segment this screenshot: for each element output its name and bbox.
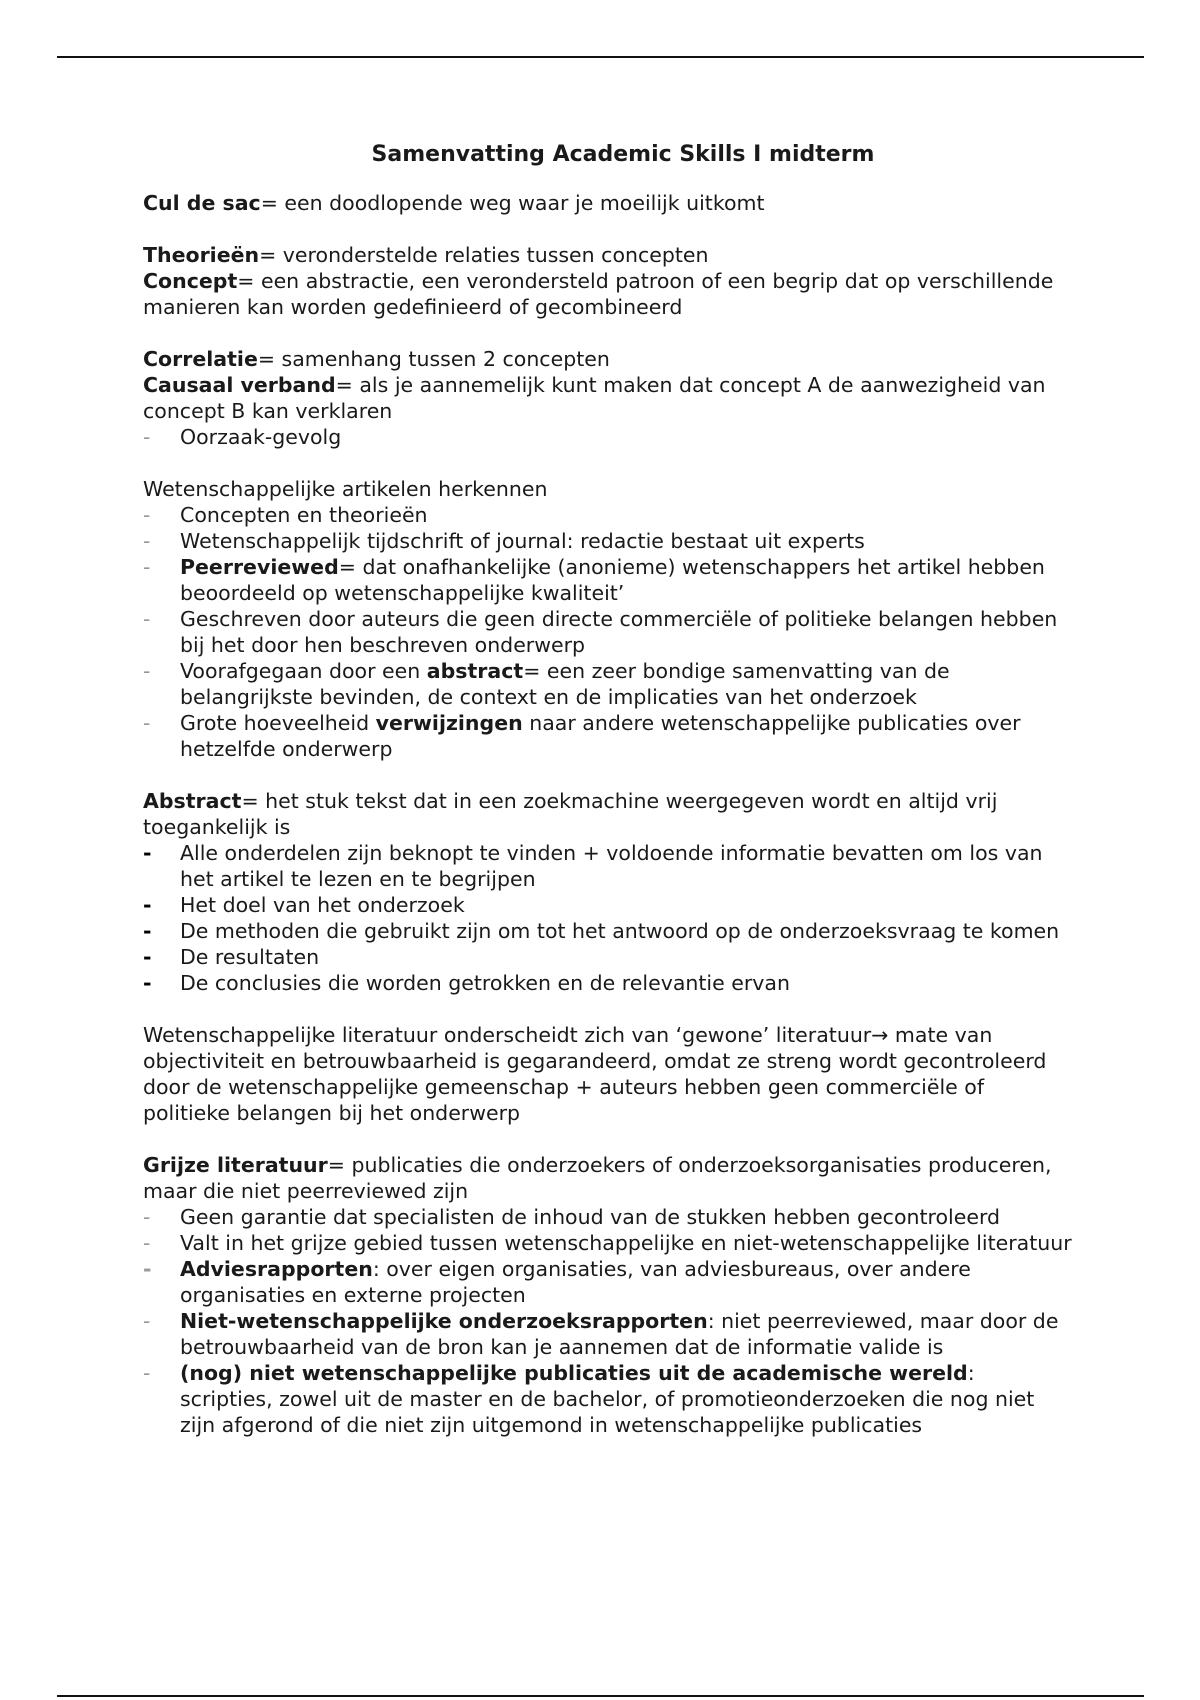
list-item: - Voorafgegaan door een abstract= een zeer bondige samenvatting van de belangrijkste bevinden, de context en de implicaties van het onderzoek bbox=[143, 659, 950, 709]
artikel-kenmerken-list bbox=[143, 502, 1073, 762]
term: Theorieën bbox=[143, 243, 260, 267]
definition: = als je aannemelijk kunt maken dat concept A de aanwezigheid van concept B kan verklaren bbox=[143, 373, 1046, 423]
definition-grijze-literatuur bbox=[143, 1152, 1073, 1204]
list-item: - De conclusies die worden getrokken en de relevantie ervan bbox=[143, 971, 790, 995]
list-item: - Het doel van het onderzoek bbox=[143, 893, 465, 917]
bullet-marker: - bbox=[143, 945, 152, 969]
bullet-marker: - bbox=[143, 1205, 151, 1229]
paragraph-wetenschappelijke-literatuur: Wetenschappelijke literatuur onderscheidt zich van ‘gewone’ literatuur→ mate van objectiviteit en betrouwbaarheid is gegarandeerd, omdat ze streng wordt gecontroleerd door de wetenschappelijke gemeenschap + auteurs hebben geen commerciële of politieke belangen bij het onderwerp bbox=[143, 1023, 1047, 1125]
definition-correlatie bbox=[143, 346, 1073, 372]
list-item: - Adviesrapporten: over eigen organisaties, van adviesbureaus, over andere organisaties en externe projecten bbox=[143, 1257, 971, 1307]
list-item: - Valt in het grijze gebied tussen wetenschappelijke en niet-wetenschappelijke literatuur bbox=[143, 1231, 1072, 1255]
list-item: - Concepten en theorieën bbox=[143, 503, 428, 527]
causaal-list bbox=[143, 424, 1073, 450]
definition-cul-de-sac bbox=[143, 190, 1073, 216]
list-item: - Geschreven door auteurs die geen directe commerciële of politieke belangen hebben bij het door hen beschreven onderwerp bbox=[143, 607, 1058, 657]
list-item: - De resultaten bbox=[143, 945, 320, 969]
definition: = een abstractie, een verondersteld patroon of een begrip dat op verschillende manieren kan worden gedefinieerd of gecombineerd bbox=[143, 269, 1054, 319]
list-item: - (nog) niet wetenschappelijke publicaties uit de academische wereld: scripties, zowel uit de master en de bachelor, of promotieonderzoeken die nog niet zijn afgerond of die niet zijn uitgemond in wetenschappelijke publicaties bbox=[143, 1361, 1035, 1437]
bullet-marker: - bbox=[143, 1257, 152, 1281]
bullet-marker: - bbox=[143, 893, 152, 917]
definition: = publicaties die onderzoekers of onderzoeksorganisaties produceren, maar die niet peerreviewed zijn bbox=[143, 1153, 1052, 1203]
bullet-marker: - bbox=[143, 1309, 151, 1333]
bullet-marker: - bbox=[143, 659, 151, 683]
bullet-marker: - bbox=[143, 1361, 151, 1385]
list-item: - Alle onderdelen zijn beknopt te vinden + voldoende informatie bevatten om los van het artikel te lezen en te begrijpen bbox=[143, 841, 1043, 891]
definition-abstract bbox=[143, 788, 1073, 840]
bullet-marker: - bbox=[143, 425, 151, 449]
bullet-marker: - bbox=[143, 841, 152, 865]
definition-causaal-verband bbox=[143, 372, 1073, 424]
list-item: - Wetenschappelijk tijdschrift of journal: redactie bestaat uit experts bbox=[143, 529, 865, 553]
abstract-list bbox=[143, 840, 1073, 996]
list-item: - Peerreviewed= dat onafhankelijke (anonieme) wetenschappers het artikel hebben beoordeeld op wetenschappelijke kwaliteit’ bbox=[143, 555, 1045, 605]
bullet-marker: - bbox=[143, 919, 152, 943]
definition-theorieen bbox=[143, 242, 1073, 268]
bullet-marker: - bbox=[143, 1231, 151, 1255]
definition: = een doodlopende weg waar je moeilijk uitkomt bbox=[260, 191, 765, 215]
term: Grijze literatuur bbox=[143, 1153, 328, 1177]
term: Concept bbox=[143, 269, 238, 293]
list-item: - De methoden die gebruikt zijn om tot het antwoord op de onderzoeksvraag te komen bbox=[143, 919, 1060, 943]
definition: = samenhang tussen 2 concepten bbox=[257, 347, 610, 371]
bullet-marker: - bbox=[143, 607, 151, 631]
term: Causaal verband bbox=[143, 373, 336, 397]
list-item: - Oorzaak-gevolg bbox=[143, 425, 342, 449]
list-item: - Niet-wetenschappelijke onderzoeksrapporten: niet peerreviewed, maar door de betrouwbaarheid van de bron kan je aannemen dat de informatie valide is bbox=[143, 1309, 1059, 1359]
bullet-marker: - bbox=[143, 555, 151, 579]
term: Correlatie bbox=[143, 347, 258, 371]
document-body bbox=[143, 140, 1073, 1438]
definition-concept bbox=[143, 268, 1073, 320]
definition: = veronderstelde relaties tussen concepten bbox=[259, 243, 709, 267]
bullet-marker: - bbox=[143, 529, 151, 553]
footer-rule bbox=[57, 1695, 1144, 1697]
bullet-marker: - bbox=[143, 971, 152, 995]
page-title: Samenvatting Academic Skills I midterm bbox=[371, 142, 875, 167]
term: Cul de sac bbox=[143, 191, 261, 215]
list-item: - Geen garantie dat specialisten de inhoud van de stukken hebben gecontroleerd bbox=[143, 1205, 1001, 1229]
grijze-literatuur-list bbox=[143, 1204, 1073, 1438]
list-item: - Grote hoeveelheid verwijzingen naar andere wetenschappelijke publicaties over hetzelfde onderwerp bbox=[143, 711, 1021, 761]
definition: = het stuk tekst dat in een zoekmachine weergegeven wordt en altijd vrij toegankelijk is bbox=[143, 789, 998, 839]
bullet-marker: - bbox=[143, 711, 151, 735]
term: Abstract bbox=[143, 789, 242, 813]
header-rule bbox=[57, 56, 1144, 58]
bullet-marker: - bbox=[143, 503, 151, 527]
section-heading: Wetenschappelijke artikelen herkennen bbox=[143, 477, 548, 501]
